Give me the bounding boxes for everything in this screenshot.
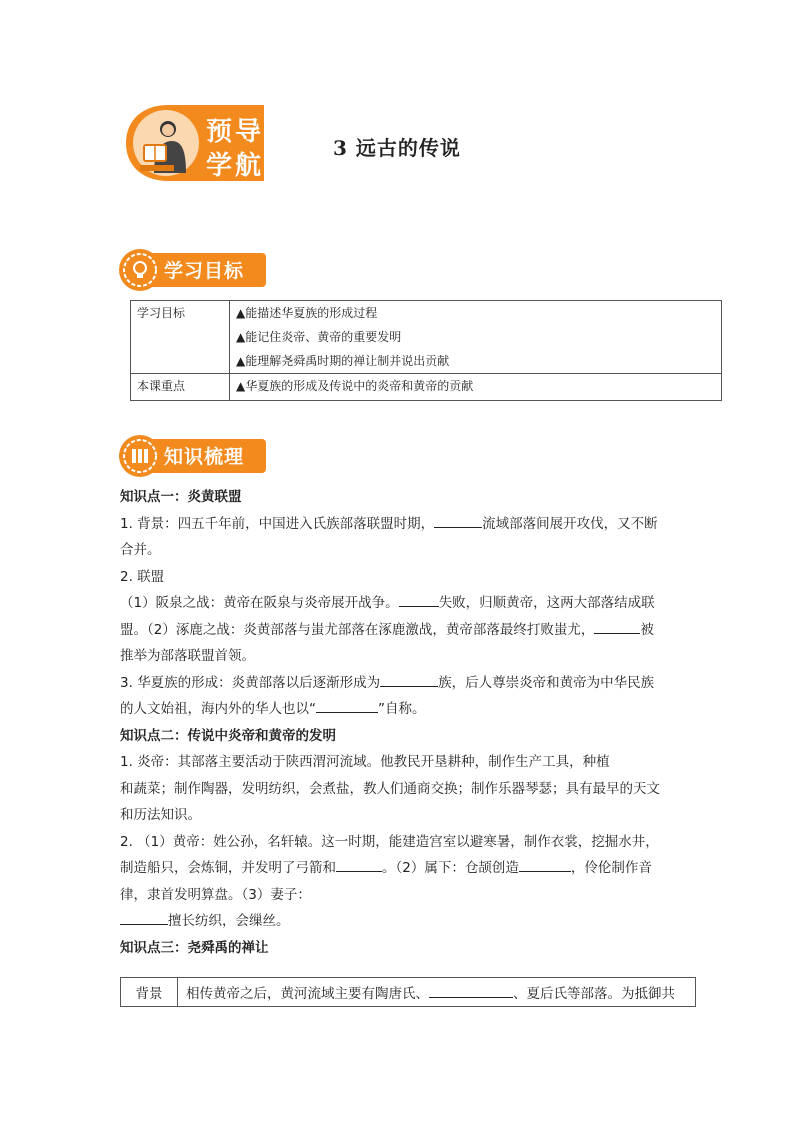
goal-item: ▲能描述华夏族的形成过程 (236, 306, 378, 320)
kp3-table (120, 977, 696, 1007)
text: （1）阪泉之战：黄帝在阪泉与炎帝展开战争。 (120, 595, 399, 611)
kp1-paragraph-2: 2. 联盟 (120, 568, 165, 585)
fill-blank (316, 698, 378, 713)
text: 3. 华夏族的形成：炎黄部落以后逐渐形成为 (120, 674, 381, 691)
text: 、夏后氏等部落。为抵御共 (513, 986, 675, 1002)
kp2-heading: 知识点二：传说中炎帝和黄帝的发明 (120, 727, 336, 744)
fill-blank (336, 857, 382, 872)
text: 和历法知识。 (120, 807, 201, 823)
kp1-heading: 知识点一：炎黄联盟 (120, 489, 242, 505)
text: 。（2）属下：仓颉创造 (382, 860, 519, 876)
kp1-paragraph-4 (120, 670, 700, 723)
section-banner-review (118, 433, 266, 479)
fill-blank (519, 857, 571, 872)
text: 和蔬菜；制作陶器，发明纺织，会煮盐，教人们通商交换；制作乐器琴瑟；具有最早的天文 (120, 780, 660, 797)
goal-item: ▲能理解尧舜禹时期的禅让制并说出贡献 (236, 354, 450, 368)
goals-row1-items (230, 301, 722, 374)
header-badge (122, 103, 264, 183)
lightbulb-icon (128, 258, 152, 282)
kp3-row-key: 背景 (121, 978, 178, 1007)
text: 失败，归顺黄帝，这两大部落结成联 (438, 595, 655, 611)
page-title: 3 远古的传说 (333, 136, 461, 160)
section-banner-goals (118, 247, 266, 293)
fill-blank (594, 619, 640, 634)
fill-blank (399, 592, 439, 607)
text: 流域部落间展开攻伐，又不断 (482, 515, 658, 532)
knowledge-point-1 (120, 484, 700, 961)
badge-text-line1: 预导 (206, 117, 265, 147)
goals-row1-key: 学习目标 (131, 301, 230, 374)
text: 推举为部落联盟首领。 (120, 648, 255, 664)
kp2-paragraph-2 (120, 829, 700, 935)
goals-table (130, 300, 722, 401)
fill-blank (120, 910, 168, 925)
kp2-paragraph-1 (120, 749, 700, 829)
table-row (131, 301, 722, 374)
text: 的人文始祖，海内外的华人也以“ (120, 701, 316, 717)
goals-row2-key: 本课重点 (131, 374, 230, 401)
fill-blank (434, 513, 482, 528)
banner-label-goals: 学习目标 (164, 260, 245, 282)
kp3-row-content (178, 978, 696, 1007)
kp3-heading: 知识点三：尧舜禹的禅让 (120, 939, 269, 956)
kp1-paragraph-1 (120, 511, 700, 564)
text: 1. 炎帝：其部落主要活动于陕西渭河流域。他教民开垦耕种，制作生产工具，种植 (120, 754, 610, 770)
text: ”自称。 (378, 701, 426, 717)
banner-label-review: 知识梳理 (164, 446, 245, 468)
text: 律，隶首发明算盘。（3）妻子： (120, 886, 311, 903)
text: 族，后人尊崇炎帝和黄帝为中华民族 (438, 674, 655, 691)
text: 制造船只，会炼铜，并发明了弓箭和 (120, 860, 336, 876)
text: 被 (640, 621, 654, 638)
goal-item: ▲能记住炎帝、黄帝的重要发明 (236, 330, 402, 344)
text: 盟。（2）涿鹿之战：炎黄部落与蚩尤部落在涿鹿激战，黄帝部落最终打败蚩尤， (120, 621, 595, 638)
text: 1. 背景：四五千年前，中国进入氏族部落联盟时期， (120, 515, 435, 532)
text: 合并。 (120, 542, 161, 558)
text: 相传黄帝之后，黄河流域主要有陶唐氏、 (186, 986, 429, 1002)
badge-text-line2: 学航 (206, 151, 265, 181)
text: 擅长纺织，会缫丝。 (168, 913, 290, 929)
table-row (131, 374, 722, 401)
kp1-paragraph-3 (120, 590, 700, 670)
text: ，伶伦制作音 (570, 860, 652, 876)
books-icon (128, 444, 152, 468)
goals-row2-item: ▲华夏族的形成及传说中的炎帝和黄帝的贡献 (230, 374, 722, 401)
text: 2. （1）黄帝：姓公孙，名轩辕。这一时期，能建造宫室以避寒暑，制作衣裳，挖掘水井， (120, 833, 659, 850)
fill-blank (380, 672, 438, 687)
table-row (121, 978, 696, 1007)
fill-blank (429, 983, 513, 998)
